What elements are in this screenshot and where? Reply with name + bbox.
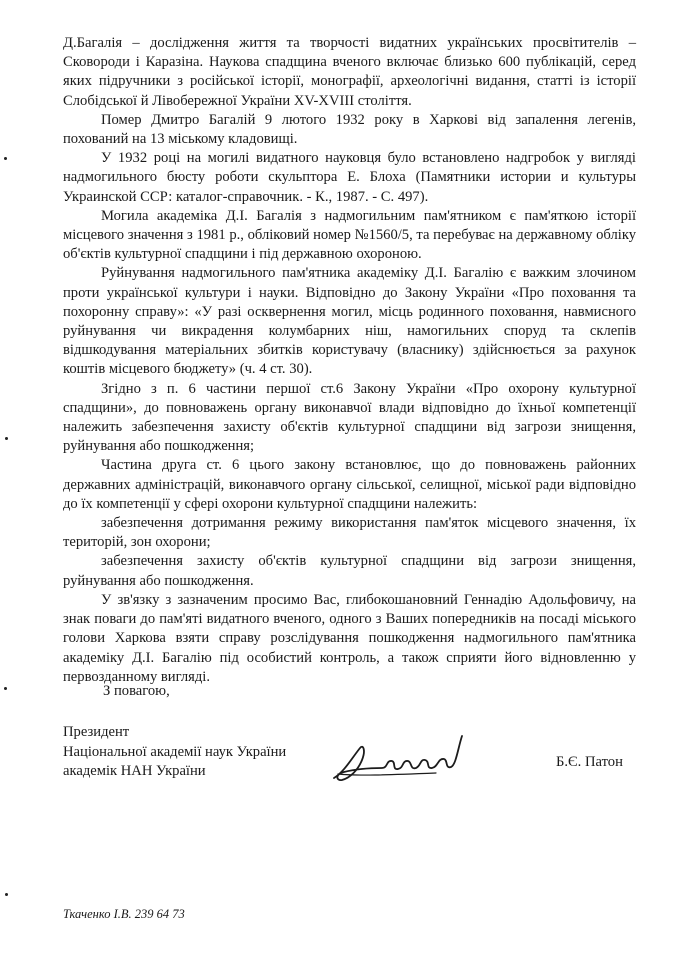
paragraph: Помер Дмитро Багалій 9 лютого 1932 року в Харкові від запалення легенів, похований на 13 міському кладовищі. — [63, 111, 636, 148]
margin-mark — [5, 893, 8, 896]
margin-mark — [4, 687, 7, 690]
paragraph: У 1932 році на могилі видатного науковця було встановлено надгробок у вигляді надмогильного бюсту роботи скульптора Е. Блоха (Памятники истории и культуры Украинской ССР: каталог-справочник. - К., 1987. - С. 497). — [63, 150, 636, 205]
margin-mark — [5, 437, 8, 440]
paragraph: Згідно з п. 6 частини першої ст.6 Закону України «Про охорону культурної спадщини», до повноважень органу виконавчої влади відповідно до їхньої компетенції належить забезпечення захисту об'єктів культурної спадщини від загрози знищення, руйнування або пошкодження; — [63, 380, 636, 455]
paragraph: Руйнування надмогильного пам'ятника академіку Д.І. Багалію є важким злочином проти української культури і науки. Відповідно до Закону України «Про поховання та похоронну справу»: «У разі осквернення могил, місць родинного поховання, навмисного руйнування чи викрадення колумбарних ніш, намогильних споруд та склепів відшкодування матеріальних збитків користувачу (власнику) здійснюється за рахунок коштів місцевого бюджету» (ч. 4 ст. 30). — [63, 265, 636, 378]
paragraph: забезпечення дотримання режиму використання пам'яток місцевого значення, їх територій, зон охорони; — [63, 515, 636, 551]
signatory-organization: Національної академії наук України — [63, 743, 287, 760]
signatory-rank: академік НАН України — [63, 763, 206, 779]
executor-contact: Ткаченко І.В. 239 64 73 — [63, 907, 185, 921]
paragraph: Д.Багалія – дослідження життя та творчості видатних українських просвітителів – Сковороди і Каразіна. Наукова спадщина вченого включає близько 600 публікацій, серед яких підручники з російської історії, монографії, археологічні видання, статті із історії Слобідської й Лівобережної України XV-XVIII століття. — [63, 35, 636, 109]
letter-body — [63, 34, 636, 687]
signatory-title — [63, 723, 286, 782]
paragraph: Частина друга ст. 6 цього закону встановлює, що до повноважень районних державних адміністрацій, виконавчого органу сільської, селищної, міської ради відповідно до їх компетенції у сфері охорони культурної спадщини належить: — [63, 457, 636, 512]
signatory-position: Президент — [63, 724, 130, 740]
paragraph: У зв'язку з зазначеним просимо Вас, глибокошановний Геннадію Адольфовичу, на знак поваги до пам'яті видатного вченого, одного з Ваших попередників на посаді міського голови Харкова взяти справу розслідування пошкодження надмогильного пам'ятника академіку Д.І. Багалію під особистий контроль, а також сприяти його відновленню у первозданному вигляді. — [63, 591, 636, 685]
paragraph: забезпечення захисту об'єктів культурної спадщини від загрози знищення, руйнування або пошкодження. — [63, 553, 636, 589]
closing-salutation: З повагою, — [103, 683, 170, 699]
margin-mark — [4, 157, 7, 160]
handwritten-signature — [326, 728, 476, 790]
signer-name: Б.Є. Патон — [556, 754, 623, 770]
paragraph: Могила академіка Д.І. Багалія з надмогильним пам'ятником є пам'яткою історії місцевого значення з 1981 р., обліковий номер №1560/5, та перебуває на державному обліку об'єктів культурної спадщини і під державною охороною. — [63, 207, 636, 263]
